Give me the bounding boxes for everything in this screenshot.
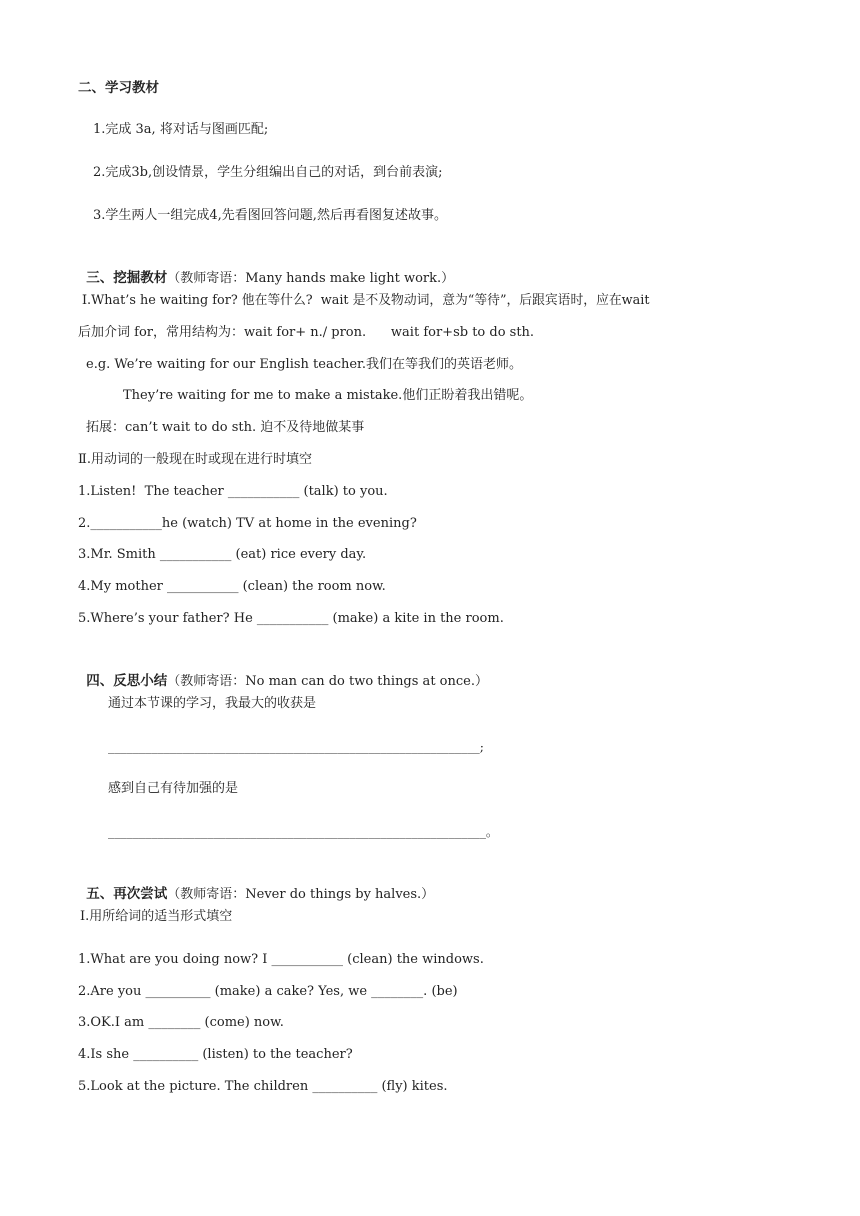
section-5-exercise-5: 5.Look at the picture. The children __________ (fly) kites. bbox=[78, 1079, 448, 1094]
section-3-exercise-5: 5.Where’s your father? He ___________ (make) a kite in the room. bbox=[78, 611, 504, 626]
section-3-exercise-4: 4.My mother ___________ (clean) the room now. bbox=[78, 579, 386, 594]
section-4-prompt-1: 通过本节课的学习，我最大的收获是 bbox=[108, 696, 317, 711]
section-3-extension: 拓展：can’t wait to do sth. 迫不及待地做某事 bbox=[86, 420, 365, 435]
section-5-exercise-4: 4.Is she __________ (listen) to the teacher? bbox=[78, 1047, 353, 1062]
section-5-exercise-1: 1.What are you doing now? I ___________ (clean) the windows. bbox=[78, 952, 484, 967]
section-3-heading bbox=[78, 248, 454, 289]
section-4-blank-2: _____________________________________________________________。 bbox=[108, 824, 499, 839]
section-5-title: 五、再次尝试 bbox=[86, 886, 168, 902]
section-3-note: （教师寄语：Many hands make light work.） bbox=[167, 271, 455, 286]
section-5-part1-title: Ⅰ.用所给词的适当形式填空 bbox=[80, 909, 233, 924]
section-2-title: 二、学习教材 bbox=[78, 80, 159, 96]
section-5-note: （教师寄语：Never do things by halves.） bbox=[167, 887, 435, 902]
section-5-exercise-3: 3.OK.I am ________ (come) now. bbox=[78, 1015, 284, 1030]
section-4-note: （教师寄语：No man can do two things at once.） bbox=[167, 674, 488, 689]
section-5-exercise-2: 2.Are you __________ (make) a cake? Yes, we ________. (be) bbox=[78, 984, 458, 999]
section-4-blank-1: ____________________________________________________________; bbox=[108, 739, 484, 754]
section-3-example-1: e.g. We’re waiting for our English teacher.我们在等我们的英语老师。 bbox=[86, 357, 522, 372]
section-2-item-2: 2.完成3b,创设情景，学生分组编出自己的对话，到台前表演; bbox=[93, 165, 443, 180]
section-3-exercise-2: 2.___________he (watch) TV at home in the evening? bbox=[78, 516, 417, 531]
section-4-heading bbox=[78, 651, 488, 692]
section-3-part1-line1: Ⅰ.What’s he waiting for? 他在等什么? wait 是不及物动词，意为“等待”，后跟宾语时，应在wait bbox=[82, 293, 650, 308]
section-4-prompt-2: 感到自己有待加强的是 bbox=[108, 781, 239, 796]
section-3-part1-line2: 后加介词 for，常用结构为：wait for+ n./ pron. wait for+sb to do sth. bbox=[78, 325, 535, 340]
section-3-part2-title: Ⅱ.用动词的一般现在时或现在进行时填空 bbox=[78, 452, 312, 467]
section-3-title: 三、挖掘教材 bbox=[86, 270, 168, 286]
section-3-exercise-3: 3.Mr. Smith ___________ (eat) rice every day. bbox=[78, 547, 367, 562]
section-2-item-3: 3.学生两人一组完成4,先看图回答问题,然后再看图复述故事。 bbox=[93, 208, 447, 223]
section-3-example-2: They’re waiting for me to make a mistake.他们正盼着我出错呢。 bbox=[123, 388, 533, 403]
section-5-heading bbox=[78, 864, 434, 905]
section-4-title: 四、反思小结 bbox=[86, 673, 168, 689]
section-2-item-1: 1.完成 3a, 将对话与图画匹配; bbox=[93, 122, 269, 137]
section-3-exercise-1: 1.Listen! The teacher ___________ (talk) to you. bbox=[78, 484, 388, 499]
